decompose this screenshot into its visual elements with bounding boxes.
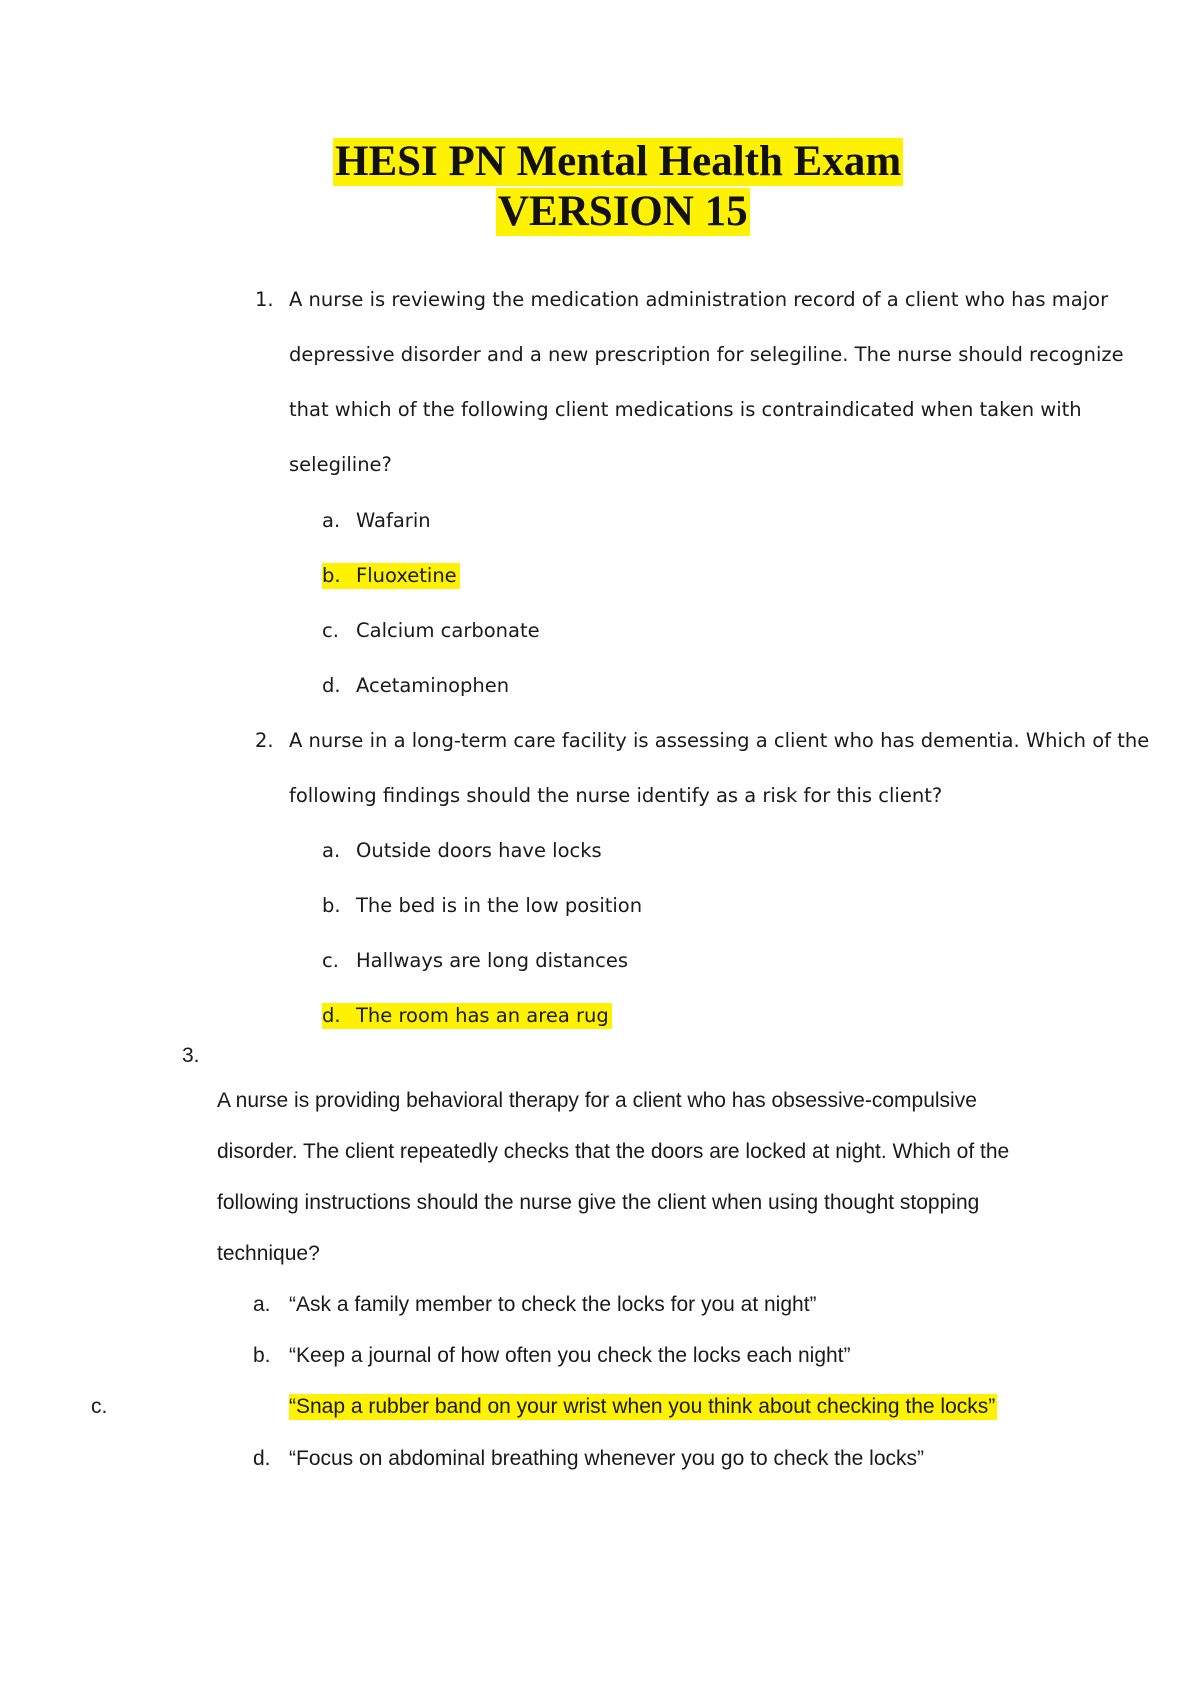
- question-1-text-line-1: A nurse is reviewing the medication administration record of a client who has major: [289, 288, 1109, 311]
- question-1-text-line-3: that which of the following client medications is contraindicated when taken with: [289, 398, 1082, 421]
- option-text: Outside doors have locks: [356, 839, 602, 862]
- question-1-text-line-2: depressive disorder and a new prescription for selegiline. The nurse should recognize: [289, 343, 1124, 366]
- document-title-line-2: VERSION 15: [498, 188, 748, 235]
- question-3-number: 3.: [182, 1044, 200, 1067]
- option-letter: b.: [253, 1344, 271, 1367]
- option-text: Hallways are long distances: [356, 949, 629, 972]
- question-2-option-a: [322, 838, 602, 864]
- question-1-option-d: [322, 673, 509, 699]
- question-2-number: 2.: [255, 729, 274, 752]
- option-letter: a.: [253, 1293, 271, 1316]
- question-2-option-b: [322, 893, 642, 919]
- question-3-option-b: [253, 1343, 851, 1369]
- option-letter: b.: [322, 564, 341, 587]
- option-text: The bed is in the low position: [356, 894, 643, 917]
- question-2-option-c: [322, 948, 628, 974]
- option-letter: c.: [322, 949, 339, 972]
- question-1-option-a: [322, 508, 431, 534]
- option-text: “Keep a journal of how often you check the locks each night”: [289, 1344, 851, 1367]
- question-3-option-a: [253, 1292, 817, 1318]
- question-1-text-line-4: selegiline?: [289, 453, 392, 476]
- question-3-option-c-letter: c.: [91, 1395, 108, 1418]
- option-text: Acetaminophen: [356, 674, 510, 697]
- option-text: The room has an area rug: [356, 1004, 609, 1027]
- question-3-option-c-answer: “Snap a rubber band on your wrist when you think about checking the locks”: [289, 1395, 996, 1418]
- question-1-option-b-answer: [322, 563, 460, 589]
- question-2-text-line-1: A nurse in a long-term care facility is assessing a client who has dementia. Which of the: [289, 729, 1150, 752]
- question-3-text-line-2: disorder. The client repeatedly checks that the doors are locked at night. Which of the: [217, 1140, 1010, 1163]
- option-letter: d.: [253, 1447, 271, 1470]
- option-letter: b.: [322, 894, 341, 917]
- option-text: Fluoxetine: [356, 564, 457, 587]
- option-text: “Focus on abdominal breathing whenever you go to check the locks”: [289, 1447, 925, 1470]
- option-text: Calcium carbonate: [356, 619, 540, 642]
- question-3-text-line-4: technique?: [217, 1242, 320, 1265]
- question-1-option-c: [322, 618, 540, 644]
- question-2-option-d-answer: [322, 1003, 612, 1029]
- option-letter: a.: [322, 509, 341, 532]
- question-3-option-d: [253, 1446, 924, 1472]
- question-2-text-line-2: following findings should the nurse identify as a risk for this client?: [289, 784, 943, 807]
- option-text: Wafarin: [356, 509, 431, 532]
- question-1-number: 1.: [255, 288, 274, 311]
- option-letter: d.: [322, 674, 341, 697]
- document-title-line-1: HESI PN Mental Health Exam: [335, 138, 902, 185]
- question-3-text-line-1: A nurse is providing behavioral therapy for a client who has obsessive-compulsive: [217, 1089, 977, 1112]
- question-3-text-line-3: following instructions should the nurse give the client when using thought stopping: [217, 1191, 980, 1214]
- option-text: “Ask a family member to check the locks for you at night”: [289, 1293, 817, 1316]
- option-letter: d.: [322, 1004, 341, 1027]
- option-letter: a.: [322, 839, 341, 862]
- option-letter: c.: [322, 619, 339, 642]
